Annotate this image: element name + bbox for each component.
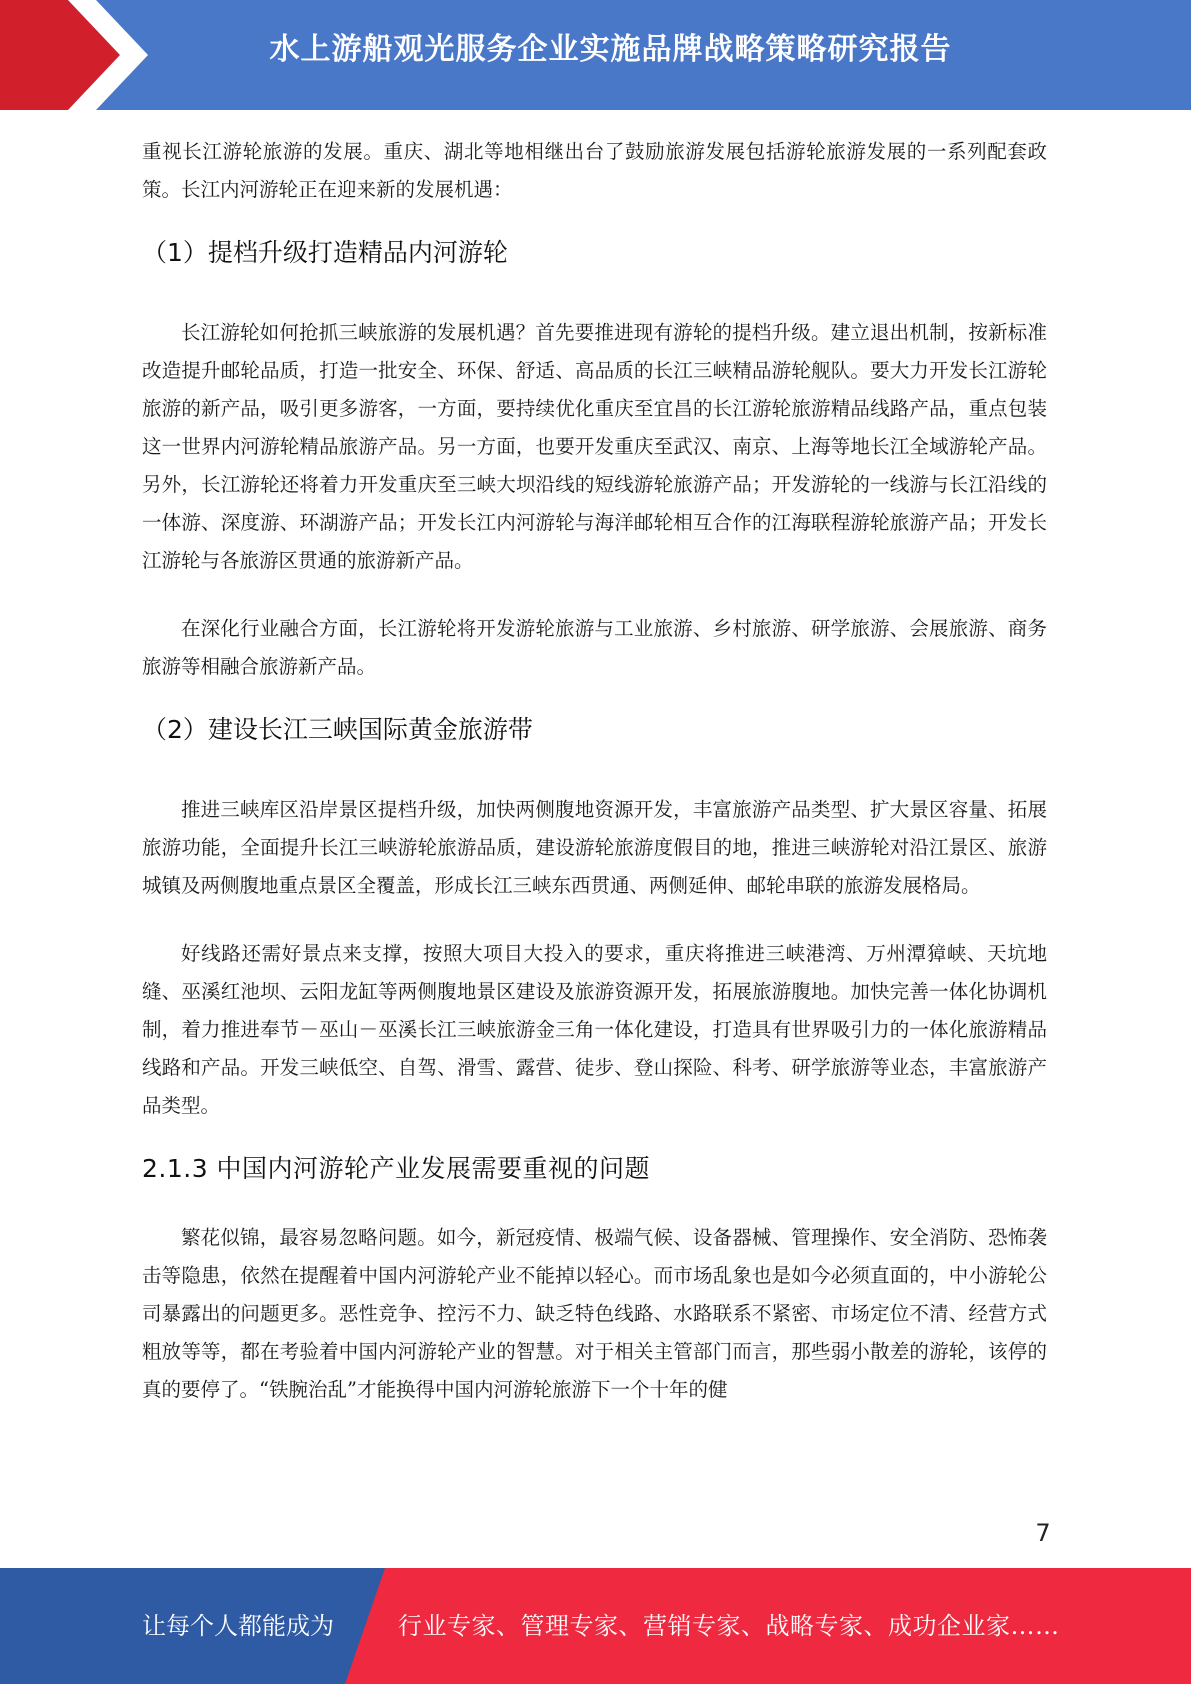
intro-paragraph: 重视长江游轮旅游的发展。重庆、湖北等地相继出台了鼓励旅游发展包括游轮旅游发展的一系列配套政策。长江内河游轮正在迎来新的发展机遇： [142, 140, 1047, 201]
footer-slogan-left: 让每个人都能成为 [142, 1612, 334, 1640]
paragraph-4: 好线路还需好景点来支撑，按照大项目大投入的要求，重庆将推进三峡港湾、万州潭獐峡、天坑地缝、巫溪红池坝、云阳龙缸等两侧腹地景区建设及旅游资源开发，拓展旅游腹地。加快完善一体化协调机制，着力推进奉节－巫山－巫溪长江三峡旅游金三角一体化建设，打造具有世界吸引力的一体化旅游精品线路和产品。开发三峡低空、自驾、滑雪、露营、徒步、登山探险、科考、研学旅游等业态，丰富旅游产品类型。 [142, 942, 1047, 1117]
paragraph-1: 长江游轮如何抢抓三峡旅游的发展机遇？首先要推进现有游轮的提档升级。建立退出机制，按新标准改造提升邮轮品质，打造一批安全、环保、舒适、高品质的长江三峡精品游轮舰队。要大力开发长江游轮旅游的新产品，吸引更多游客，一方面，要持续优化重庆至宜昌的长江游轮旅游精品线路产品，重点包装这一世界内河游轮精品旅游产品。另一方面，也要开发重庆至武汉、南京、上海等地长江全域游轮产品。另外，长江游轮还将着力开发重庆至三峡大坝沿线的短线游轮旅游产品；开发游轮的一线游与长江沿线的一体游、深度游、环湖游产品；开发长江内河游轮与海洋邮轮相互合作的江海联程游轮旅游产品；开发长江游轮与各旅游区贯通的旅游新产品。 [142, 321, 1047, 572]
section-heading: 2.1.3 中国内河游轮产业发展需要重视的问题 [142, 1154, 651, 1183]
paragraph-5: 繁花似锦，最容易忽略问题。如今，新冠疫情、极端气候、设备器械、管理操作、安全消防、恐怖袭击等隐患，依然在提醒着中国内河游轮产业不能掉以轻心。而市场乱象也是如今必须直面的，中小游轮公司暴露出的问题更多。恶性竞争、控污不力、缺乏特色线路、水路联系不紧密、市场定位不清、经营方式粗放等等，都在考验着中国内河游轮产业的智慧。对于相关主管部门而言，那些弱小散差的游轮，该停的真的要停了。“铁腕治乱”才能换得中国内河游轮旅游下一个十年的健 [142, 1226, 1047, 1401]
paragraph-3: 推进三峡库区沿岸景区提档升级，加快两侧腹地资源开发，丰富旅游产品类型、扩大景区容量、拓展旅游功能，全面提升长江三峡游轮旅游品质，建设游轮旅游度假目的地，推进三峡游轮对沿江景区、旅游城镇及两侧腹地重点景区全覆盖，形成长江三峡东西贯通、两侧延伸、邮轮串联的旅游发展格局。 [142, 798, 1047, 897]
subheading-2: （2）建设长江三峡国际黄金旅游带 [142, 715, 533, 744]
page-footer [0, 1568, 1191, 1684]
page-number: 7 [1035, 1519, 1051, 1547]
footer-slogan-right: 行业专家、管理专家、营销专家、战略专家、成功企业家…… [398, 1612, 1060, 1640]
paragraph-2: 在深化行业融合方面，长江游轮将开发游轮旅游与工业旅游、乡村旅游、研学旅游、会展旅游、商务旅游等相融合旅游新产品。 [142, 617, 1047, 678]
page-header [0, 0, 1191, 110]
document-title: 水上游船观光服务企业实施品牌战略策略研究报告 [269, 32, 952, 67]
header-arrow-decoration [0, 0, 160, 110]
page-content [142, 133, 1047, 1409]
subheading-1: （1）提档升级打造精品内河游轮 [142, 238, 508, 267]
